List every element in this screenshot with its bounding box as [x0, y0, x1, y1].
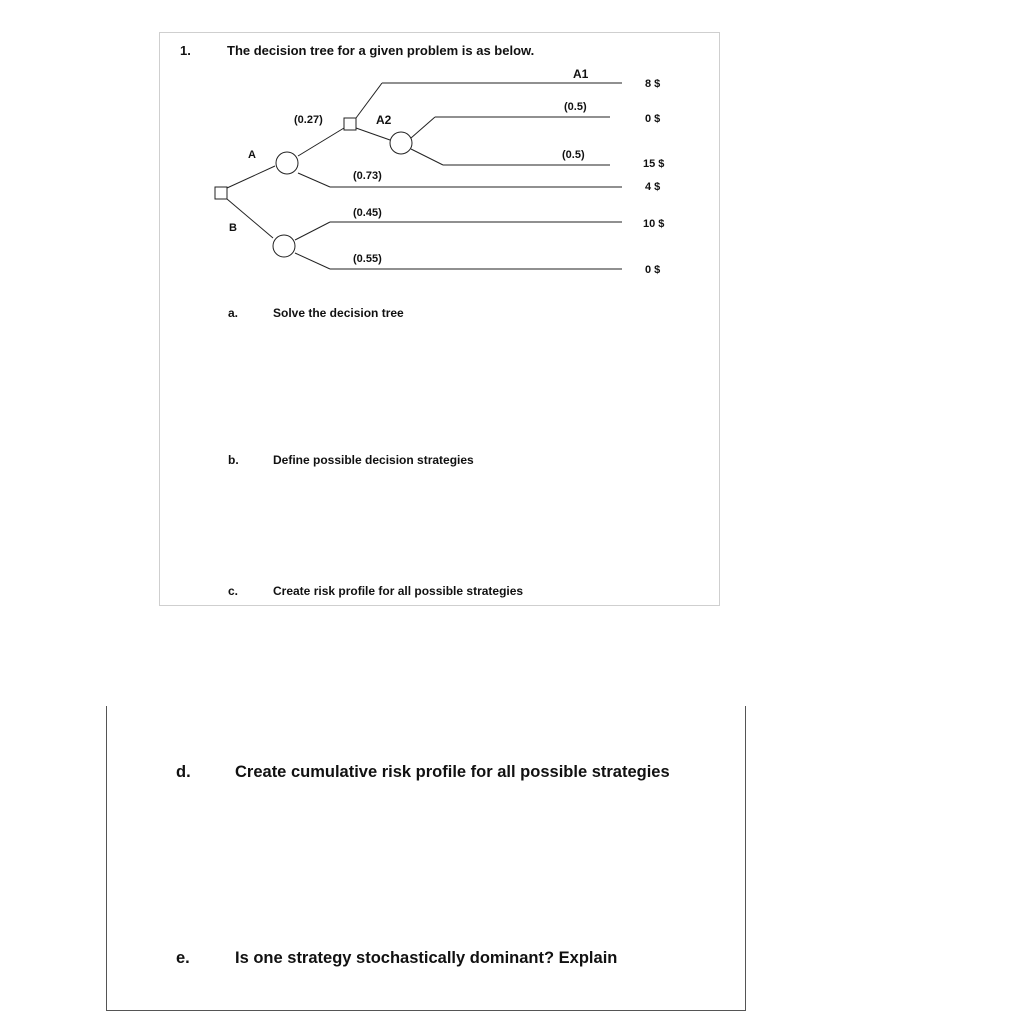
root-decision-node	[215, 187, 227, 199]
label-prob-05-top: (0.5)	[564, 101, 587, 113]
label-prob-05-bottom: (0.5)	[562, 149, 585, 161]
decision-node-A1-A2	[344, 118, 356, 130]
branch-A-line	[227, 166, 275, 188]
branch-073-line	[298, 173, 330, 187]
payoff-8: 8 $	[645, 78, 661, 90]
part-e-letter: e.	[176, 949, 190, 967]
payoff-0-top: 0 $	[645, 113, 661, 125]
branch-027-line	[298, 128, 344, 156]
question-number: 1.	[180, 43, 191, 58]
part-e-text: Is one strategy stochastically dominant? Explain	[235, 949, 618, 967]
part-d-letter: d.	[176, 763, 191, 781]
part-c-letter: c.	[228, 584, 239, 598]
part-a-letter: a.	[228, 306, 239, 320]
part-d-text: Create cumulative risk profile for all possible strategies	[235, 763, 670, 781]
chance-node-A2	[390, 132, 412, 154]
label-prob-055: (0.55)	[353, 253, 382, 265]
label-alt-A2: A2	[376, 113, 392, 127]
payoff-4: 4 $	[645, 181, 661, 193]
branch-045-line	[295, 222, 330, 240]
part-b-text: Define possible decision strategies	[273, 453, 474, 467]
label-alt-A1: A1	[573, 67, 589, 81]
chance-node-B	[273, 235, 295, 257]
label-branch-A: A	[248, 149, 256, 161]
payoff-15: 15 $	[643, 158, 665, 170]
label-prob-073: (0.73)	[353, 170, 382, 182]
part-c-text: Create risk profile for all possible strategies	[273, 584, 524, 598]
branch-A2-line	[356, 128, 390, 140]
branch-05-top-line	[411, 117, 435, 138]
payoff-10: 10 $	[643, 218, 665, 230]
branch-055-line	[295, 253, 330, 269]
chance-node-A	[276, 152, 298, 174]
label-branch-B: B	[229, 222, 237, 234]
payoff-0-bottom: 0 $	[645, 264, 661, 276]
question-prompt: The decision tree for a given problem is as below.	[227, 43, 535, 58]
label-prob-027: (0.27)	[294, 114, 323, 126]
branch-05-bottom-line	[411, 149, 443, 165]
label-prob-045: (0.45)	[353, 207, 382, 219]
part-b-letter: b.	[228, 453, 239, 467]
part-a-text: Solve the decision tree	[273, 306, 404, 320]
